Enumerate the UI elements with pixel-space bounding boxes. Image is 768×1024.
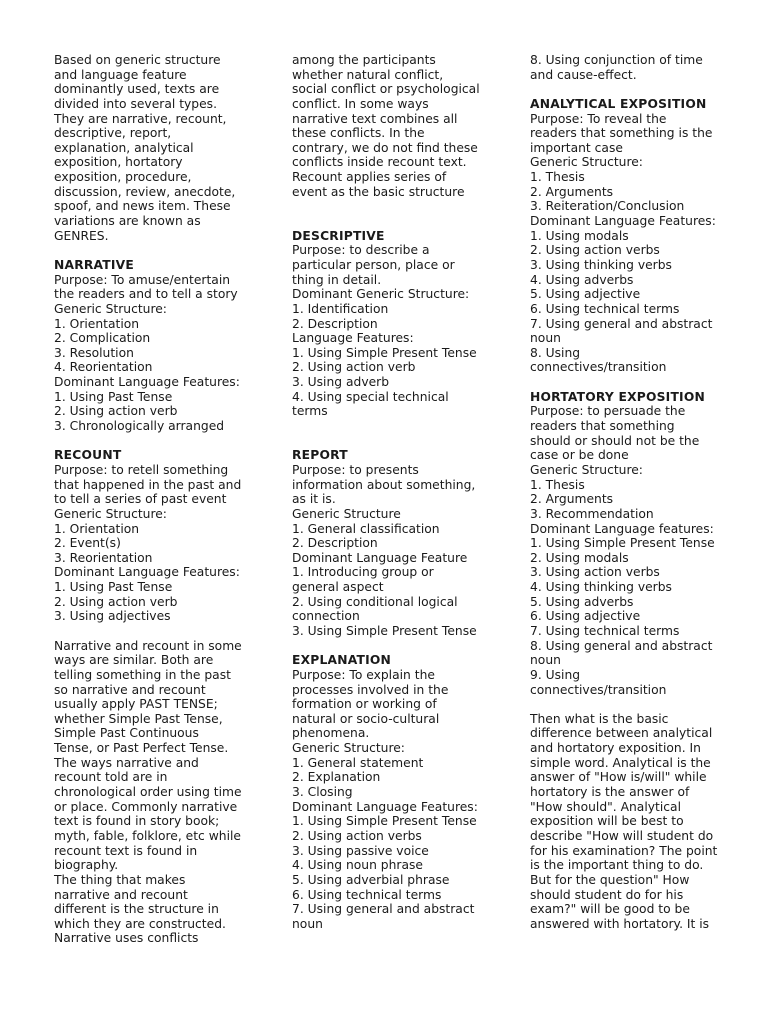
text-line: dominantly used, texts are xyxy=(54,82,220,97)
text-line: answer of "How is/will" while xyxy=(530,770,707,785)
text-line: divided into several types. xyxy=(54,96,217,111)
text-line: explanation, analytical xyxy=(54,140,194,155)
text-line: 4. Using noun phrase xyxy=(292,858,423,873)
text-line: GENRES. xyxy=(54,228,109,243)
text-line: exposition, procedure, xyxy=(54,170,192,185)
text-line: conflict. In some ways xyxy=(292,96,429,111)
section-heading: HORTATORY EXPOSITION xyxy=(530,389,705,404)
text-line: 2. Using action verb xyxy=(292,360,416,375)
text-line: spoof, and news item. These xyxy=(54,199,231,214)
text-line: Purpose: to presents xyxy=(292,462,419,477)
text-line: Dominant Language Features: xyxy=(292,799,478,814)
text-line: 5. Using adverbs xyxy=(530,594,634,609)
text-line: and language feature xyxy=(54,67,187,82)
text-line: 1. Introducing group or xyxy=(292,565,434,580)
text-line: whether natural conflict, xyxy=(292,67,444,82)
text-line: 3. Using thinking verbs xyxy=(530,257,672,272)
text-line: noun xyxy=(530,331,561,346)
text-line: recount told are in xyxy=(54,770,168,785)
text-line: 5. Using adjective xyxy=(530,287,641,302)
text-line: descriptive, report, xyxy=(54,126,172,141)
text-line: terms xyxy=(292,404,328,419)
text-line: important case xyxy=(530,140,623,155)
text-line: They are narrative, recount, xyxy=(54,111,227,126)
text-line: should or should not be the xyxy=(530,433,700,448)
text-line: readers that something xyxy=(530,419,675,434)
text-line: answered with hortatory. It is xyxy=(530,916,710,931)
text-line: 5. Using adverbial phrase xyxy=(292,872,450,887)
text-line: Recount applies series of xyxy=(292,170,447,185)
text-line: Language Features: xyxy=(292,331,414,346)
text-line: 6. Using technical terms xyxy=(530,301,680,316)
text-line: connectives/transition xyxy=(530,360,667,375)
text-line: ways are similar. Both are xyxy=(54,653,214,668)
text-line: phenomena. xyxy=(292,726,370,741)
text-line: Generic Structure: xyxy=(292,741,405,756)
text-line: describe "How will student do xyxy=(530,828,714,843)
text-line: 1. Using Past Tense xyxy=(54,389,173,404)
blank-line xyxy=(292,639,480,654)
blank-line xyxy=(292,199,480,214)
text-line: Purpose: To reveal the xyxy=(530,111,667,126)
text-line: 1. Using modals xyxy=(530,228,629,243)
text-line: connectives/transition xyxy=(530,682,667,697)
text-line: 2. Explanation xyxy=(292,770,381,785)
text-line: 7. Using general and abstract xyxy=(530,316,713,331)
text-line: that happened in the past and xyxy=(54,477,242,492)
text-line: 3. Using passive voice xyxy=(292,843,429,858)
text-line: 3. Using adverb xyxy=(292,375,390,390)
text-line: 8. Using general and abstract xyxy=(530,638,713,653)
text-line: Dominant Language Features: xyxy=(530,214,716,229)
section-heading: RECOUNT xyxy=(54,448,122,463)
text-line: 1. Using Past Tense xyxy=(54,580,173,595)
text-line: 1. General classification xyxy=(292,521,440,536)
text-line: 1. Thesis xyxy=(530,170,585,185)
text-line: 1. Orientation xyxy=(54,521,140,536)
text-line: 4. Using adverbs xyxy=(530,272,634,287)
text-line: 2. Using action verbs xyxy=(292,828,422,843)
blank-line xyxy=(530,697,717,712)
text-line: event as the basic structure xyxy=(292,184,465,199)
text-line: 3. Using action verbs xyxy=(530,565,660,580)
section-heading: NARRATIVE xyxy=(54,257,134,272)
text-line: particular person, place or xyxy=(292,257,455,272)
text-line: processes involved in the xyxy=(292,682,449,697)
text-line: exam?" will be good to be xyxy=(530,902,690,917)
text-line: case or be done xyxy=(530,448,629,463)
text-line: Purpose: to describe a xyxy=(292,243,430,258)
blank-line xyxy=(54,624,242,639)
text-line: Based on generic structure xyxy=(54,53,221,67)
text-line: general aspect xyxy=(292,580,384,595)
text-line: 1. Orientation xyxy=(54,316,140,331)
text-line: usually apply PAST TENSE; xyxy=(54,697,218,712)
text-line: But for the question" How xyxy=(530,872,690,887)
text-line: 3. Closing xyxy=(292,785,353,800)
text-line: noun xyxy=(292,916,323,931)
text-line: 1. Identification xyxy=(292,301,389,316)
text-line: Dominant Language Feature xyxy=(292,550,468,565)
text-line: text is found in story book; xyxy=(54,814,220,829)
text-line: variations are known as xyxy=(54,214,201,229)
text-line: thing in detail. xyxy=(292,272,382,287)
section-heading: DESCRIPTIVE xyxy=(292,228,385,243)
blank-line xyxy=(54,434,242,449)
text-line: which they are constructed. xyxy=(54,916,226,931)
text-line: hortatory is the answer of xyxy=(530,785,690,800)
text-line: Purpose: to persuade the xyxy=(530,404,686,419)
text-line: 4. Using special technical xyxy=(292,389,449,404)
text-line: Narrative and recount in some xyxy=(54,638,242,653)
text-line: 2. Using action verb xyxy=(54,404,178,419)
text-line: 3. Reorientation xyxy=(54,550,153,565)
blank-line xyxy=(530,82,717,97)
text-line: Dominant Generic Structure: xyxy=(292,287,470,302)
text-line: 3. Reiteration/Conclusion xyxy=(530,199,685,214)
text-line: 1. Thesis xyxy=(530,477,585,492)
text-line: narrative text combines all xyxy=(292,111,458,126)
text-line: discussion, review, anecdote, xyxy=(54,184,236,199)
text-line: different is the structure in xyxy=(54,902,219,917)
text-line: telling something in the past xyxy=(54,667,231,682)
text-line: Then what is the basic xyxy=(530,711,669,726)
text-line: exposition will be best to xyxy=(530,814,684,829)
text-line: exposition, hortatory xyxy=(54,155,183,170)
text-line: 2. Description xyxy=(292,536,378,551)
text-line: and cause-effect. xyxy=(530,67,637,82)
text-line: 2. Description xyxy=(292,316,378,331)
text-line: readers that something is the xyxy=(530,126,713,141)
text-line: The thing that makes xyxy=(54,872,186,887)
text-line: 2. Using action verb xyxy=(54,594,178,609)
text-line: chronological order using time xyxy=(54,785,242,800)
text-line: 2. Using action verbs xyxy=(530,243,660,258)
text-line: 2. Using modals xyxy=(530,550,629,565)
text-line: information about something, xyxy=(292,477,476,492)
text-line: The ways narrative and xyxy=(54,755,199,770)
text-line: and hortatory exposition. In xyxy=(530,741,701,756)
text-line: conflicts inside recount text. xyxy=(292,155,467,170)
text-line: 8. Using conjunction of time xyxy=(530,53,703,67)
text-line: 2. Arguments xyxy=(530,492,614,507)
blank-line xyxy=(54,243,242,258)
text-line: Simple Past Continuous xyxy=(54,726,199,741)
section-heading: REPORT xyxy=(292,448,348,463)
text-line: social conflict or psychological xyxy=(292,82,480,97)
text-line: 2. Event(s) xyxy=(54,536,121,551)
text-line: the readers and to tell a story xyxy=(54,287,238,302)
text-line: 8. Using xyxy=(530,345,581,360)
text-line: 9. Using xyxy=(530,667,581,682)
text-line: for his examination? The point xyxy=(530,843,718,858)
text-line: narrative and recount xyxy=(54,887,188,902)
text-line: or place. Commonly narrative xyxy=(54,799,238,814)
text-line: 1. Using Simple Present Tense xyxy=(292,345,477,360)
text-line: 3. Resolution xyxy=(54,345,134,360)
text-line: 7. Using technical terms xyxy=(530,623,680,638)
text-line: 3. Recommendation xyxy=(530,506,654,521)
blank-line xyxy=(292,434,480,449)
text-line: to tell a series of past event xyxy=(54,492,227,507)
section-heading: EXPLANATION xyxy=(292,653,392,668)
text-line: so narrative and recount xyxy=(54,682,206,697)
text-line: Generic Structure: xyxy=(530,155,643,170)
text-line: 6. Using technical terms xyxy=(292,887,442,902)
text-line: Dominant Language Features: xyxy=(54,375,240,390)
blank-line xyxy=(292,419,480,434)
text-line: difference between analytical xyxy=(530,726,713,741)
text-line: is the important thing to do. xyxy=(530,858,704,873)
text-line: 4. Using thinking verbs xyxy=(530,580,672,595)
text-line: 3. Using adjectives xyxy=(54,609,171,624)
text-line: biography. xyxy=(54,858,119,873)
text-line: 6. Using adjective xyxy=(530,609,641,624)
text-line: 3. Using Simple Present Tense xyxy=(292,623,477,638)
text-line: recount text is found in xyxy=(54,843,198,858)
text-line: 1. Using Simple Present Tense xyxy=(292,814,477,829)
text-line: Tense, or Past Perfect Tense. xyxy=(54,741,229,756)
text-line: among the participants xyxy=(292,53,436,67)
section-heading: ANALYTICAL EXPOSITION xyxy=(530,96,707,111)
text-column-1 xyxy=(54,53,242,946)
text-line: should student do for his xyxy=(530,887,684,902)
text-column-3 xyxy=(530,53,717,931)
text-line: 4. Reorientation xyxy=(54,360,153,375)
text-line: Generic Structure: xyxy=(54,506,167,521)
text-line: contrary, we do not find these xyxy=(292,140,478,155)
blank-line xyxy=(530,375,717,390)
text-line: connection xyxy=(292,609,360,624)
text-line: 2. Arguments xyxy=(530,184,614,199)
text-line: 2. Using conditional logical xyxy=(292,594,458,609)
text-line: Dominant Language Features: xyxy=(54,565,240,580)
text-line: Generic Structure: xyxy=(530,462,643,477)
text-line: "How should". Analytical xyxy=(530,799,681,814)
text-line: noun xyxy=(530,653,561,668)
text-line: myth, fable, folklore, etc while xyxy=(54,828,241,843)
text-line: 2. Complication xyxy=(54,331,151,346)
text-line: 7. Using general and abstract xyxy=(292,902,475,917)
text-line: Generic Structure xyxy=(292,506,401,521)
text-line: Generic Structure: xyxy=(54,301,167,316)
text-line: these conflicts. In the xyxy=(292,126,425,141)
text-line: Narrative uses conflicts xyxy=(54,931,199,946)
blank-line xyxy=(292,214,480,229)
text-line: formation or working of xyxy=(292,697,437,712)
text-line: simple word. Analytical is the xyxy=(530,755,711,770)
text-line: natural or socio-cultural xyxy=(292,711,440,726)
text-line: Purpose: to retell something xyxy=(54,462,229,477)
text-line: 1. Using Simple Present Tense xyxy=(530,536,715,551)
text-column-2 xyxy=(292,53,480,931)
text-line: Purpose: To explain the xyxy=(292,667,435,682)
text-line: 3. Chronologically arranged xyxy=(54,419,225,434)
text-line: whether Simple Past Tense, xyxy=(54,711,223,726)
text-line: as it is. xyxy=(292,492,336,507)
text-line: Dominant Language features: xyxy=(530,521,714,536)
text-line: 1. General statement xyxy=(292,755,424,770)
text-line: Purpose: To amuse/entertain xyxy=(54,272,231,287)
